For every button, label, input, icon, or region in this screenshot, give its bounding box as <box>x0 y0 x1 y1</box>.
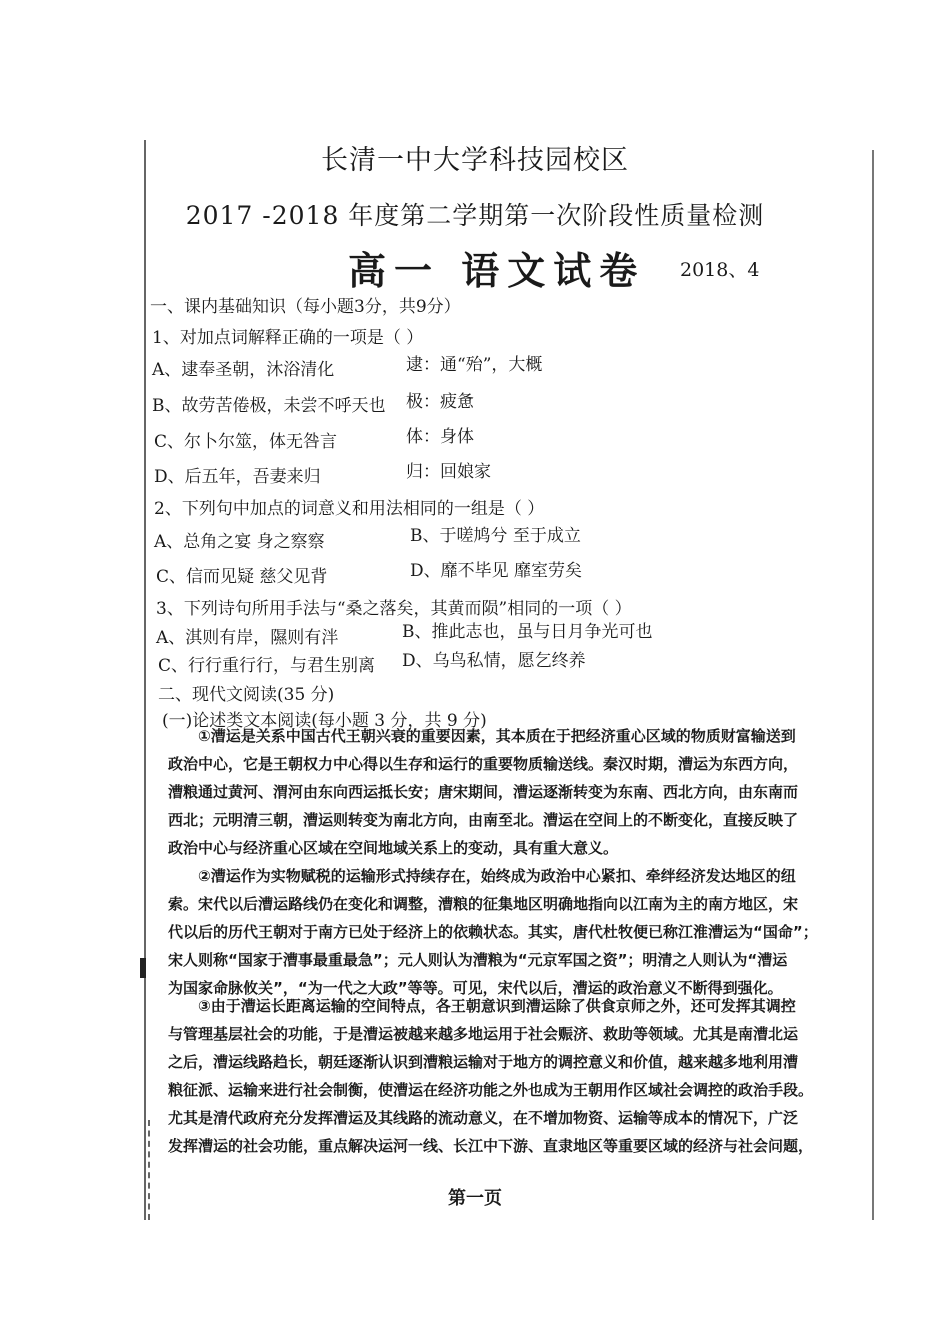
q3-option-c: C、行行重行行，与君生别离 <box>158 656 376 676</box>
q1-stem: 1、对加点词解释正确的一项是（ ） <box>152 328 424 348</box>
page-number: 第一页 <box>448 1188 502 1209</box>
q1-option-b: B、故劳苦倦极，未尝不呼天也 <box>152 396 386 416</box>
passage-line: 发挥漕运的社会功能，重点解决运河一线、长江中下游、直隶地区等重要区域的经济与社会问题， <box>168 1137 814 1155</box>
q1-option-b-note: 极：疲惫 <box>406 392 474 412</box>
q3-option-a: A、淇则有岸，隰则有泮 <box>156 628 339 648</box>
q1-option-a: A、逮奉圣朝，沐浴清化 <box>152 360 335 380</box>
section2-heading: 二、现代文阅读(35 分) <box>158 685 335 705</box>
q3-stem: 3、下列诗句所用手法与“桑之落矣，其黄而陨”相同的一项（ ） <box>156 599 632 619</box>
exam-date: 2018、4 <box>680 259 760 281</box>
passage-line: 与管理基层社会的功能，于是漕运被越来越多地运用于社会赈济、救助等领域。尤其是南漕北运 <box>168 1025 799 1043</box>
q2-option-a: A、总角之宴 身之察察 <box>154 532 325 552</box>
passage-line: 政治中心与经济重心区域在空间地域关系上的变动，具有重大意义。 <box>168 839 619 857</box>
q3-option-d: D、乌鸟私情，愿乞终养 <box>402 651 586 671</box>
passage-line: 尤其是清代政府充分发挥漕运及其线路的流动意义，在不增加物资、运输等成本的情况下，广泛 <box>168 1109 799 1127</box>
passage-line: ①漕运是关系中国古代王朝兴衰的重要因素，其本质在于把经济重心区域的物质财富输送到 <box>198 727 796 745</box>
exam-term: 2017 -2018 年度第二学期第一次阶段性质量检测 <box>185 201 765 230</box>
passage-line: ②漕运作为实物赋税的运输形式持续存在，始终成为政治中心紧扣、牵绊经济发达地区的纽 <box>198 867 796 885</box>
q1-option-a-note: 逮：通“殆”，大概 <box>406 355 543 375</box>
passage-line: 西北；元明清三朝，漕运则转变为南北方向，由南至北。漕运在空间上的不断变化，直接反映了 <box>168 811 799 829</box>
passage-line: 漕粮通过黄河、渭河由东向西运抵长安；唐宋期间，漕运逐渐转变为东南、西北方向，由东南而 <box>168 783 799 801</box>
passage-line: 为国家命脉攸关”，“为一代之大政”等等。可见，宋代以后，漕运的政治意义不断得到强化。 <box>168 979 783 997</box>
page-left-edge <box>144 140 146 1220</box>
q1-option-c-note: 体：身体 <box>406 427 474 447</box>
q1-option-d: D、后五年，吾妻来归 <box>154 467 321 487</box>
q2-option-c: C、信而见疑 慈父见背 <box>156 567 328 587</box>
passage-line: ③由于漕运长距离运输的空间特点，各王朝意识到漕运除了供食京师之外，还可发挥其调控 <box>198 997 796 1015</box>
q2-option-d: D、靡不毕见 靡室劳矣 <box>410 561 583 581</box>
passage-line: 代以后的历代王朝对于南方已处于经济上的依赖状态。其实，唐代杜牧便已称江淮漕运为“国命”； <box>168 923 818 941</box>
q1-option-d-note: 归：回娘家 <box>406 462 491 482</box>
section1-heading: 一、课内基础知识（每小题3分，共9分） <box>150 297 461 317</box>
section2-subheading: (一)论述类文本阅读(每小题 3 分，共 9 分) <box>162 711 487 731</box>
passage-line: 之后，漕运线路趋长，朝廷逐渐认识到漕粮运输对于地方的调控意义和价值，越来越多地利用漕 <box>168 1053 799 1071</box>
passage-line: 粮征派、运输来进行社会制衡，使漕运在经济功能之外也成为王朝用作区域社会调控的政治手段。 <box>168 1081 814 1099</box>
q3-option-b: B、推此志也，虽与日月争光可也 <box>402 622 653 642</box>
school-name: 长清一中大学科技园校区 <box>321 145 629 176</box>
passage-line: 政治中心，它是王朝权力中心得以生存和运行的重要物质输送线。秦汉时期，漕运为东西方向， <box>168 755 799 773</box>
passage-line: 宋人则称“国家于漕事最重最急”；元人则认为漕粮为“元京军国之资”；明清之人则认为“漕运 <box>168 951 788 969</box>
page-right-edge <box>872 150 874 1220</box>
passage-line: 索。宋代以后漕运路线仍在变化和调整，漕粮的征集地区明确地指向以江南为主的南方地区，宋 <box>168 895 799 913</box>
scan-smudge <box>140 958 146 978</box>
q2-stem: 2、下列句中加点的词意义和用法相同的一组是（ ） <box>154 499 545 519</box>
q1-option-c: C、尔卜尔筮，体无咎言 <box>154 432 338 452</box>
exam-title: 高一 语文试卷 <box>348 249 646 293</box>
q2-option-b: B、于嗟鸠兮 至于成立 <box>410 526 581 546</box>
